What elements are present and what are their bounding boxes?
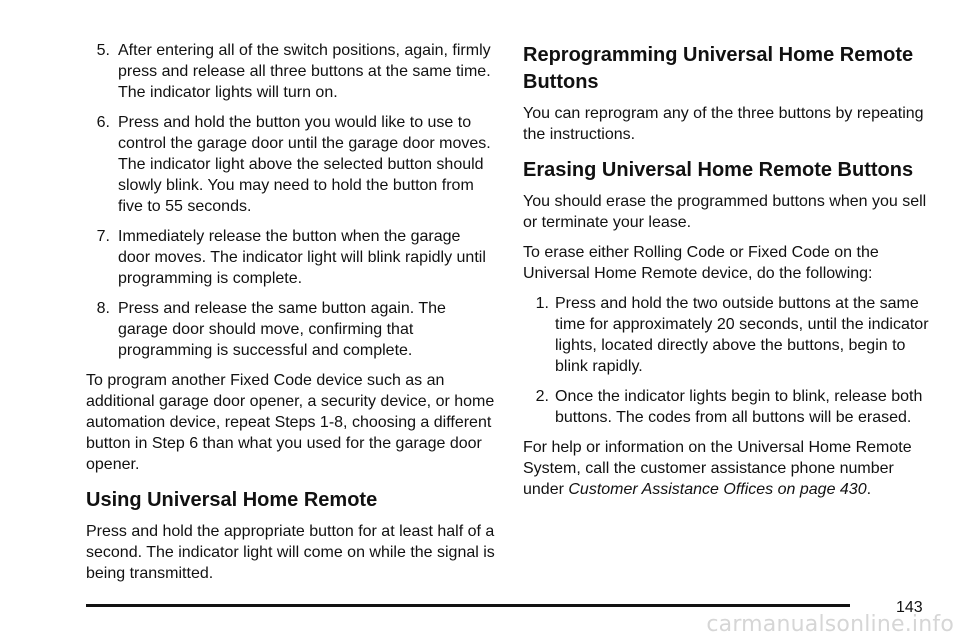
step-text: Press and hold the two outside buttons at the same time for approximately 20 seconds, until the indicator lights, located directly above the buttons, begin to blink rapidly. [555, 295, 929, 375]
step-number: 1. [535, 295, 549, 312]
list-item [86, 40, 496, 103]
step-text: Once the indicator lights begin to blink, release both buttons. The codes from all buttons will be erased. [555, 388, 923, 426]
using-remote-heading: Using Universal Home Remote [86, 489, 378, 511]
list-item [523, 386, 933, 428]
step-text: Press and hold the button you would like to use to control the garage door until the garage door moves. The indicator light above the selected button should slowly blink. You may need to hold the button from five to 55 seconds. [118, 114, 491, 215]
step-number: 7. [96, 228, 110, 245]
list-item [523, 293, 933, 377]
right-column [523, 40, 933, 509]
help-paragraph [523, 437, 933, 500]
reprogramming-paragraph: You can reprogram any of the three buttons by repeating the instructions. [523, 105, 924, 143]
programming-steps-list [86, 40, 496, 361]
fixed-code-paragraph: To program another Fixed Code device such as an additional garage door opener, a security device, or home automation device, repeat Steps 1-8, choosing a different button in Step 6 than what you used for the garage door opener. [86, 372, 495, 473]
help-text: For help or information on the Universal Home Remote System, call the customer assistance phone number under [523, 439, 912, 498]
list-item [86, 112, 496, 217]
step-number: 5. [96, 42, 110, 59]
step-number: 2. [535, 388, 549, 405]
step-text: Immediately release the button when the garage door moves. The indicator light will blink rapidly until programming is complete. [118, 228, 486, 287]
erase-how-paragraph: To erase either Rolling Code or Fixed Code on the Universal Home Remote device, do the following: [523, 244, 879, 282]
erase-steps-list [523, 293, 933, 428]
help-text-end: . [866, 481, 872, 498]
list-item [86, 298, 496, 361]
list-item [86, 226, 496, 289]
erase-intro-paragraph: You should erase the programmed buttons when you sell or terminate your lease. [523, 193, 927, 231]
left-column [86, 40, 496, 593]
page-number: 143 [896, 599, 923, 616]
step-text: Press and release the same button again. The garage door should move, confirming that programming is successful and complete. [118, 300, 446, 359]
footer-rule [86, 604, 850, 607]
step-text: After entering all of the switch positions, again, firmly press and release all three buttons at the same time. The indicator lights will turn on. [118, 42, 491, 101]
using-remote-paragraph: Press and hold the appropriate button for at least half of a second. The indicator light will come on while the signal is being transmitted. [86, 523, 495, 582]
erasing-heading: Erasing Universal Home Remote Buttons [523, 159, 914, 181]
customer-assistance-reference: Customer Assistance Offices on page 430 [568, 481, 867, 498]
step-number: 6. [96, 114, 110, 131]
step-number: 8. [96, 300, 110, 317]
watermark: carmanualsonline.info [706, 612, 954, 637]
reprogramming-heading: Reprogramming Universal Home Remote Buttons [523, 44, 914, 93]
